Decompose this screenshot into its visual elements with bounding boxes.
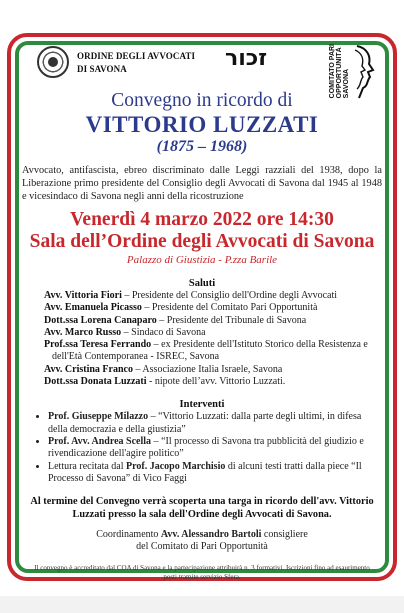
list-item <box>48 411 380 436</box>
committee-line-3: SAVONA <box>343 68 350 99</box>
event-address: Palazzo di Giustizia - P.zza Barile <box>126 254 278 266</box>
committee-profile-logo-icon <box>353 44 375 100</box>
plaque-announcement: Al termine del Convegno verrà scoperta una targa in ricordo dell'avv. Vittorio Luzzati presso la sala dell'Ordine degli Avvocati di Savona. <box>30 496 374 521</box>
speaker-role: – Sindaco di Savona <box>121 326 206 338</box>
honoree-years: (1875 – 1968) <box>156 138 248 155</box>
hebrew-zachor: זכור <box>225 46 268 71</box>
list-item <box>44 364 380 376</box>
bottom-bar <box>0 596 404 613</box>
coordinator-role: consigliere <box>261 529 308 541</box>
speaker-role: – Presidente del Tribunale di Savona <box>156 314 307 326</box>
coordination-prefix: Coordinamento <box>96 529 161 541</box>
accreditation-footnote: Il convegno è accreditato dal COA di Savona e la partecipazione attribuirà n. 3 formativi. Iscrizioni fino ad esaurimento posti tramite servizio Sfera. <box>34 563 370 582</box>
honoree-name: VITTORIO LUZZATI <box>85 112 319 137</box>
list-item <box>44 290 380 302</box>
speaker-role: – ex Presidente dell'Istituto Storico della Resistenza e dell'Età Contemporanea - ISREC, Savona <box>52 339 368 363</box>
honoree-bio: Avvocato, antifascista, ebreo discriminato dalle Leggi razziali del 1938, dopo la Liberazione primo presidente del Consiglio degli Avvocati di Savona dal 1945 al 1948 e vicesindaco di Savona negli anni della ricostruzione <box>22 165 382 202</box>
speaker-name: Prof.ssa Teresa Ferrando <box>44 339 152 351</box>
poster-header <box>20 44 384 99</box>
speaker-name: Dott.ssa Donata Luzzati <box>44 376 147 388</box>
order-line-2: DI SAVONA <box>77 64 127 74</box>
speaker-name: Dott.ssa Lorena Canaparo <box>44 314 157 326</box>
coordinator-committee: del Comitato di Pari Opportunità <box>136 541 268 553</box>
committee-logo <box>327 44 375 102</box>
speaker-name: Avv. Cristina Franco <box>44 363 133 375</box>
event-title-line: Convegno in ricordo di <box>111 90 293 111</box>
speaker-name: Avv. Marco Russo <box>44 326 122 338</box>
order-line-1: ORDINE DEGLI AVVOCATI <box>77 51 196 61</box>
bar-association-name <box>77 50 195 76</box>
committee-line-2: OPPORTUNITÀ <box>336 47 343 99</box>
interventi-heading: Interventi <box>179 399 225 411</box>
speaker-role: – Presidente del Comitato Pari Opportunità <box>141 302 318 314</box>
list-item <box>44 376 380 388</box>
speaker-name: Avv. Vittoria Fiori <box>44 290 122 301</box>
list-item <box>48 461 380 486</box>
talk-prefix: Lettura recitata dal <box>48 460 127 472</box>
speaker-name: Avv. Emanuela Picasso <box>44 302 142 314</box>
talk-title: – “Vittorio Luzzati: dalla parte degli ultimi, in difesa della democrazia e della giustizia” <box>48 411 362 435</box>
speaker-name: Prof. Jacopo Marchisio <box>126 460 226 472</box>
speaker-role: – Presidente del Consiglio dell'Ordine degli Avvocati <box>121 290 338 301</box>
interventi-list <box>20 411 384 485</box>
speaker-role: – Associazione Italia Israele, Savona <box>132 363 283 375</box>
list-item <box>44 302 380 314</box>
saluti-heading: Saluti <box>188 278 216 289</box>
poster <box>20 44 384 582</box>
committee-name <box>329 44 350 98</box>
saluti-list <box>20 290 384 388</box>
speaker-role: - nipote dell’avv. Vittorio Luzzati. <box>146 376 286 388</box>
speaker-name: Prof. Avv. Andrea Scella <box>48 435 152 447</box>
talk-title: – “Il processo di Savona tra pubblicità del giudizio e rivendicazione dell'agire politico” <box>48 435 364 460</box>
list-item <box>44 315 380 327</box>
coordinator-name: Avv. Alessandro Bartoli <box>160 529 262 541</box>
list-item <box>48 436 380 461</box>
coordination <box>20 529 384 554</box>
bar-association-seal-icon <box>37 46 69 78</box>
list-item <box>44 327 380 339</box>
talk-title: di alcuni testi tratti dalla piece “Il Processo di Savona” di Vico Faggi <box>48 460 362 484</box>
committee-line-1: COMITATO PARI <box>329 44 336 99</box>
list-item <box>44 339 380 364</box>
event-date: Venerdì 4 marzo 2022 ore 14:30 <box>70 209 334 230</box>
speaker-name: Prof. Giuseppe Milazzo <box>48 411 149 423</box>
event-venue: Sala dell’Ordine degli Avvocati di Savona <box>29 231 375 252</box>
